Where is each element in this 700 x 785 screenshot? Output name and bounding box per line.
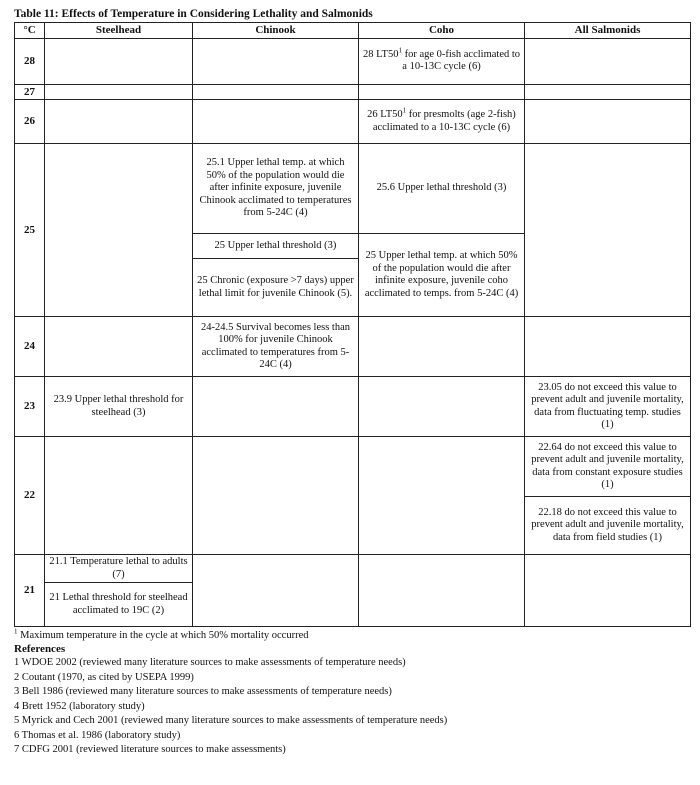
header-temp: °C [15, 23, 45, 39]
coho-cell [359, 437, 525, 555]
table-row [15, 555, 691, 583]
steelhead-cell [45, 317, 193, 377]
all-salmonids-cell [525, 100, 691, 144]
all-salmonids-cell: 22.64 do not exceed this value to prevent adult and juvenile mortality, data from constant exposure studies (1) [525, 437, 691, 497]
chinook-cell: 25 Upper lethal threshold (3) [193, 234, 359, 259]
chinook-cell: 24-24.5 Survival becomes less than 100% for juvenile Chinook acclimated to temperatures from 5-24C (4) [193, 317, 359, 377]
coho-cell: 25.6 Upper lethal threshold (3) [359, 144, 525, 234]
reference-item: 3 Bell 1986 (reviewed many literature sources to make assessments of temperature needs) [14, 686, 392, 697]
table-row [15, 317, 691, 377]
table-row [15, 84, 691, 100]
header-all-salmonids: All Salmonids [525, 23, 691, 39]
table-row [15, 437, 691, 497]
temp-cell: 27 [15, 84, 45, 100]
table-row [15, 100, 691, 144]
temp-cell: 21 [15, 555, 45, 627]
coho-cell [359, 317, 525, 377]
lethality-table [14, 22, 691, 627]
table-footnote: $^1$ Maximum temperature in the cycle at which 50% mortality occurred [14, 627, 309, 641]
chinook-cell [193, 84, 359, 100]
chinook-cell [193, 555, 359, 627]
header-steelhead: Steelhead [45, 23, 193, 39]
all-salmonids-cell: 22.18 do not exceed this value to prevent adult and juvenile mortality, data from field studies (1) [525, 497, 691, 555]
table-title: Table 11: Effects of Temperature in Considering Lethality and Salmonids [14, 8, 373, 20]
all-salmonids-cell [525, 84, 691, 100]
temp-cell: 25 [15, 144, 45, 317]
references-heading: References [14, 643, 66, 655]
reference-item: 7 CDFG 2001 (reviewed literature sources to make assessments) [14, 744, 286, 755]
header-row [15, 23, 691, 39]
coho-cell: 28 $LT50^1$ for age 0-fish acclimated to a 10-13C cycle (6) [359, 38, 525, 84]
reference-item: 5 Myrick and Cech 2001 (reviewed many literature sources to make assessments of temperature needs) [14, 715, 448, 726]
temp-cell: 22 [15, 437, 45, 555]
chinook-cell: 25.1 Upper lethal temp. at which 50% of the population would die after infinite exposure, juvenile Chinook acclimated to temperatures from 5-24C (4) [193, 144, 359, 234]
all-salmonids-cell [525, 38, 691, 84]
chinook-cell [193, 100, 359, 144]
chinook-cell: 25 Chronic (exposure >7 days) upper lethal limit for juvenile Chinook (5). [193, 259, 359, 317]
temp-cell: 28 [15, 38, 45, 84]
coho-cell: 26 $LT50^1$ for presmolts (age 2-fish) acclimated to a 10-13C cycle (6) [359, 100, 525, 144]
steelhead-cell: 21 Lethal threshold for steelhead acclimated to 19C (2) [45, 583, 193, 627]
steelhead-cell [45, 38, 193, 84]
temp-cell: 24 [15, 317, 45, 377]
reference-item: 4 Brett 1952 (laboratory study) [14, 700, 145, 712]
coho-cell: 25 Upper lethal temp. at which 50% of the population would die after infinite exposure, juvenile coho acclimated to temps. from 5-24C (4) [359, 234, 525, 317]
steelhead-cell: 21.1 Temperature lethal to adults (7) [45, 555, 193, 583]
table-row [15, 38, 691, 84]
coho-cell [359, 84, 525, 100]
coho-cell [359, 555, 525, 627]
all-salmonids-cell [525, 144, 691, 317]
chinook-cell [193, 38, 359, 84]
all-salmonids-cell: 23.05 do not exceed this value to prevent adult and juvenile mortality, data from fluctuating temp. studies (1) [525, 377, 691, 437]
steelhead-cell [45, 84, 193, 100]
all-salmonids-cell [525, 555, 691, 627]
reference-item: 6 Thomas et al. 1986 (laboratory study) [14, 729, 181, 741]
header-chinook: Chinook [193, 23, 359, 39]
steelhead-cell: 23.9 Upper lethal threshold for steelhead (3) [45, 377, 193, 437]
temp-cell: 26 [15, 100, 45, 144]
reference-item: 1 WDOE 2002 (reviewed many literature sources to make assessments of temperature needs) [14, 657, 406, 668]
table-row [15, 144, 691, 234]
all-salmonids-cell [525, 317, 691, 377]
table-row [15, 377, 691, 437]
steelhead-cell [45, 437, 193, 555]
steelhead-cell [45, 144, 193, 317]
steelhead-cell [45, 100, 193, 144]
document-page [14, 6, 690, 758]
chinook-cell [193, 377, 359, 437]
chinook-cell [193, 437, 359, 555]
header-coho: Coho [359, 23, 525, 39]
reference-item: 2 Coutant (1970, as cited by USEPA 1999) [14, 671, 194, 683]
references-list [14, 656, 690, 758]
temp-cell: 23 [15, 377, 45, 437]
coho-cell [359, 377, 525, 437]
